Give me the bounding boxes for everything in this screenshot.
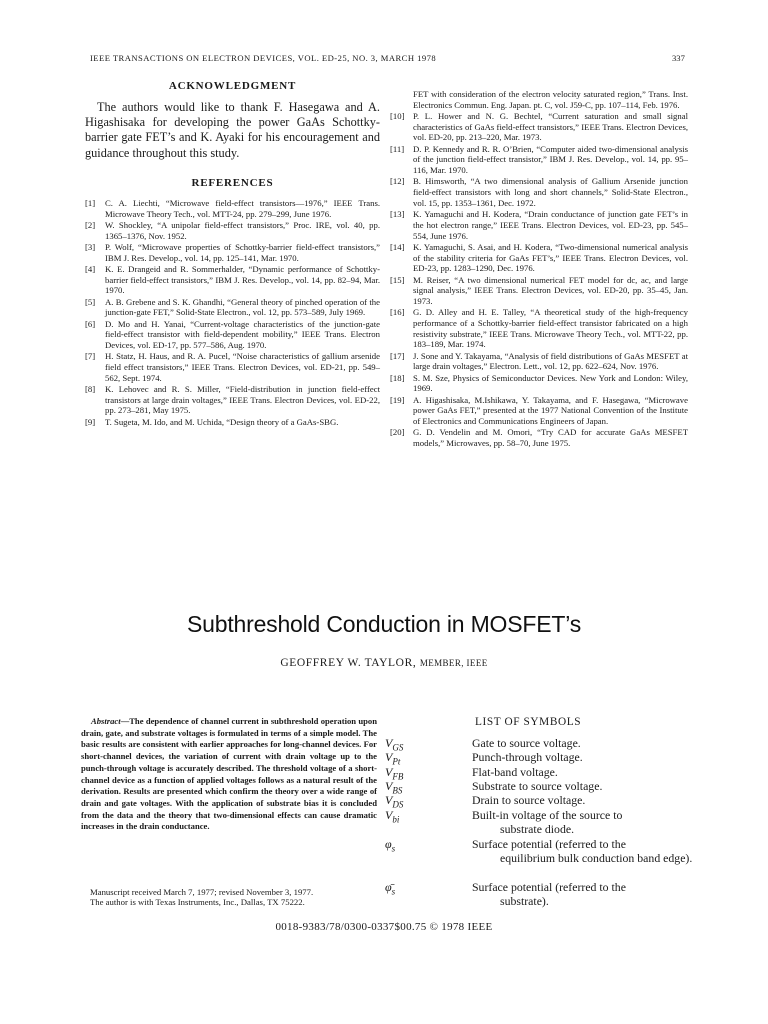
symbol-row: [385, 808, 697, 837]
reference-item: [390, 395, 688, 427]
reference-item: [85, 319, 380, 351]
reference-text: S. M. Sze, Physics of Semiconductor Devices. New York and London: Wiley, 1969.: [413, 372, 688, 394]
reference-label: [13]: [390, 209, 405, 220]
reference-list-right: [390, 89, 688, 449]
reference-text: D. Mo and H. Yanai, “Current-voltage characteristics of the junction-gate field-effect transistor with field-dependent mobility,” IEEE Trans. Electron Devices, vol. ED-17, pp. 577–586, Aug. 1970.: [105, 318, 380, 350]
reference-item: [390, 144, 688, 176]
reference-text: D. P. Kennedy and R. R. O’Brien, “Computer aided two-dimensional analysis of the junction field-effect transistor,” IBM J. Res. Develop., vol. 14, pp. 95–116, Mar. 1970.: [413, 143, 688, 176]
reference-item: [390, 176, 688, 208]
paper-title: Subthreshold Conduction in MOSFET’s: [187, 611, 581, 637]
reference-item: [390, 427, 688, 448]
reference-item: [85, 198, 380, 219]
reference-label: [5]: [85, 296, 96, 307]
reference-item: [85, 384, 380, 416]
reference-label: [18]: [390, 372, 405, 383]
reference-item: [85, 297, 380, 318]
acknowledgment-title: ACKNOWLEDGMENT: [168, 80, 297, 92]
reference-item: [390, 307, 688, 350]
reference-item: [85, 417, 380, 428]
symbol: $V_{DS}$: [385, 793, 404, 810]
symbol-definition: Punch-through voltage.: [472, 750, 583, 764]
reference-label: [3]: [85, 241, 96, 252]
reference-label: [20]: [390, 427, 405, 438]
reference-label: [6]: [85, 318, 96, 329]
reference-label: [16]: [390, 307, 405, 318]
symbol-definition: Substrate to source voltage.: [472, 779, 603, 793]
right-column: [390, 80, 688, 449]
reference-label: [14]: [390, 241, 405, 252]
author-line: [0, 657, 768, 669]
author-name: GEOFFREY W. TAYLOR,: [280, 657, 417, 669]
symbol-definition: Gate to source voltage.: [472, 736, 581, 750]
reference-item: [85, 242, 380, 263]
reference-label: [11]: [390, 143, 405, 154]
left-column: [85, 80, 380, 428]
reference-label: [9]: [85, 416, 96, 427]
reference-label: [1]: [85, 197, 96, 208]
reference-item: [390, 111, 688, 143]
symbol-definition: Flat-band voltage.: [472, 765, 558, 779]
reference-item: [390, 351, 688, 372]
reference-label: [2]: [85, 219, 96, 230]
acknowledgment-text: The authors would like to thank F. Hasegawa and A. Higashisaka for developing the power GaAs Schottky-barrier gate FET’s and K. Ayaki for his encouragement and guidance throughout this study.: [85, 100, 380, 160]
abstract: [81, 716, 377, 833]
reference-label: [12]: [390, 176, 405, 187]
reference-item: [85, 351, 380, 383]
page-number: 337: [672, 53, 685, 63]
reference-item: [390, 242, 688, 274]
symbol: $\varphi_s$: [385, 837, 396, 854]
reference-label: [390, 89, 413, 110]
reference-text: J. Sone and Y. Takayama, “Analysis of field distributions of GaAs MESFET at large drain voltages,” Electron. Lett., vol. 12, pp. 622–624, Nov. 1976.: [413, 350, 688, 372]
reference-item: [390, 89, 688, 110]
reference-label: [10]: [390, 111, 405, 121]
symbol: $V_{GS}$: [385, 736, 404, 753]
reference-item: [390, 275, 688, 307]
reference-item: [390, 373, 688, 394]
symbol-row: [385, 837, 697, 866]
reference-text: H. Statz, H. Haus, and R. A. Pucel, “Noise characteristics of gallium arsenide field effect transistors,” IEEE Trans. Electron Devices, vol. ED-21, pp. 549–562, Sept. 1974.: [105, 351, 380, 383]
reference-text: W. Shockley, “A unipolar field-effect transistors,” Proc. IRE, vol. 40, pp. 1365–1376, Nov. 1952.: [105, 219, 380, 241]
symbol-definition: Built-in voltage of the source to substrate diode.: [472, 808, 623, 837]
symbol: $\varphī_s$: [385, 880, 396, 897]
running-header: IEEE TRANSACTIONS ON ELECTRON DEVICES, VOL. ED-25, NO. 3, MARCH 1978: [90, 53, 437, 63]
reference-text: G. D. Vendelin and M. Omori, “Try CAD for accurate GaAs MESFET models,” Microwaves, pp. 58–70, June 1975.: [413, 427, 688, 449]
manuscript-received: Manuscript received March 7, 1977; revised November 3, 1977.: [90, 887, 314, 897]
reference-text: T. Sugeta, M. Ido, and M. Uchida, “Design theory of a GaAs-SBG.: [105, 416, 339, 427]
reference-list-left: [85, 198, 380, 428]
reference-item: [85, 264, 380, 296]
symbol-definition: Surface potential (referred to the equilibrium bulk conduction band edge).: [472, 837, 693, 866]
symbol: $V_{FB}$: [385, 765, 404, 782]
manuscript-footnote: [90, 888, 380, 908]
reference-text: P. L. Hower and N. G. Bechtel, “Current saturation and small signal characteristics of GaAs field-effect transistors,” IEEE Trans. Electron Devices, vol. ED-20, pp. 213–220, Mar. 1973.: [413, 111, 688, 143]
reference-label: [8]: [85, 383, 96, 394]
symbol-definition: Surface potential (referred to the substrate).: [472, 880, 626, 909]
reference-label: [15]: [390, 274, 405, 285]
symbol-definition: Drain to source voltage.: [472, 793, 586, 807]
symbol-row: [385, 880, 697, 909]
reference-text: B. Himsworth, “A two dimensional analysis of Gallium Arsenide junction field-effect transistors with long and short channels,” Solid-State Electron., vol. 15, pp. 1353–1361, Dec. 1972.: [413, 176, 688, 208]
symbol: $V_{BS}$: [385, 779, 403, 796]
symbol: $V_{Pt}$: [385, 750, 401, 767]
reference-text: K. Yamaguchi and H. Kodera, “Drain conductance of junction gate FET’s in the hot electron range,” IEEE Trans. Electron Devices, vol. ED-23, pp. 545–554, June 1976.: [413, 209, 688, 241]
author-role: MEMBER, IEEE: [419, 658, 488, 668]
reference-item: [85, 220, 380, 241]
abstract-text: —The dependence of channel current in subthreshold operation upon drain, gate, and substrate voltages is formulated in terms of a simple model. The basic results are consistent with earlier approaches for long-channel devices. For short-channel devices, the variation of current with drain voltage up to the punch-through voltage is accurately described. The threshold voltage of a short-channel device as a function of applied voltages follows as a natural result of the derivation. Results are presented which confirm the theory over a wide range of drain and gate voltages. With the application of substrate bias it is concluded from the data and the theory that two-dimensional effects can cause dramatic increases in the drain conductance.: [81, 716, 377, 832]
reference-text: K. Lehovec and R. S. Miller, “Field-distribution in junction field-effect transistors at large drain voltages,” IEEE Trans. Electron Devices, vol. ED-22, pp. 273–281, May 1975.: [105, 383, 380, 416]
reference-label: [17]: [390, 350, 405, 361]
reference-text: P. Wolf, “Microwave properties of Schottky-barrier field-effect transistors,” IBM J. Res. Develop., vol. 14, pp. 125–141, Mar. 1970.: [105, 241, 380, 263]
symbols-title: LIST OF SYMBOLS: [475, 716, 582, 728]
author-affiliation: The author is with Texas Instruments, Inc., Dallas, TX 75222.: [90, 896, 305, 907]
symbol: $V_{bi}$: [385, 808, 400, 825]
reference-label: [19]: [390, 394, 405, 405]
reference-text: M. Reiser, “A two dimensional numerical FET model for dc, ac, and large signal analysis,” IEEE Trans. Electron Devices, vol. ED-20, pp. 35–45, Jan. 1973.: [413, 274, 688, 306]
reference-text: C. A. Liechti, “Microwave field-effect transistors—1976,” IEEE Trans. Microwave Theory Tech., vol. MTT-24, pp. 279–299, June 1976.: [105, 197, 380, 219]
reference-text: K. E. Drangeid and R. Sommerhalder, “Dynamic performance of Schottky-barrier field-effect transistors,” IBM J. Res. Develop., vol. 14, pp. 82–94, Mar. 1970.: [105, 263, 380, 296]
references-title: REFERENCES: [191, 176, 274, 189]
reference-text: A. B. Grebene and S. K. Ghandhi, “General theory of pinched operation of the junction-gate FET,” Solid-State Electron., vol. 12, pp. 573–589, July 1969.: [105, 296, 380, 318]
reference-label: [4]: [85, 263, 96, 274]
reference-text: A. Higashisaka, M.Ishikawa, Y. Takayama, and F. Hasegawa, “Microwave power GaAs FET,” presented at the 1977 National Convention of the Institute of Electronics and Communications Engineers of Japan.: [413, 394, 688, 427]
reference-text: G. D. Alley and H. E. Talley, “A theoretical study of the high-frequency performance of a Schottky-barrier field-effect transistor fabricated on a high resistivity substrate,” IEEE Trans. Microwave Theory Tech., vol. MTT-22, pp. 183–189, Mar. 1974.: [413, 307, 688, 350]
reference-text: K. Yamaguchi, S. Asai, and H. Kodera, “Two-dimensional numerical analysis of the stability criteria for GaAs FET’s,” IEEE Trans. Electron Devices, vol. ED-23, pp. 1283–1290, Dec. 1976.: [413, 241, 688, 274]
reference-label: [7]: [85, 351, 96, 362]
copyright-footer: 0018-9383/78/0300-0337$00.75 © 1978 IEEE: [275, 921, 493, 933]
abstract-label: Abstract: [91, 716, 121, 726]
reference-text: FET with consideration of the electron velocity saturated region,” Trans. Inst. Electronics Commun. Eng. Japan. pt. C, vol. J59-C, pp. 107–114, Feb. 1976.: [413, 89, 688, 110]
reference-item: [390, 209, 688, 241]
